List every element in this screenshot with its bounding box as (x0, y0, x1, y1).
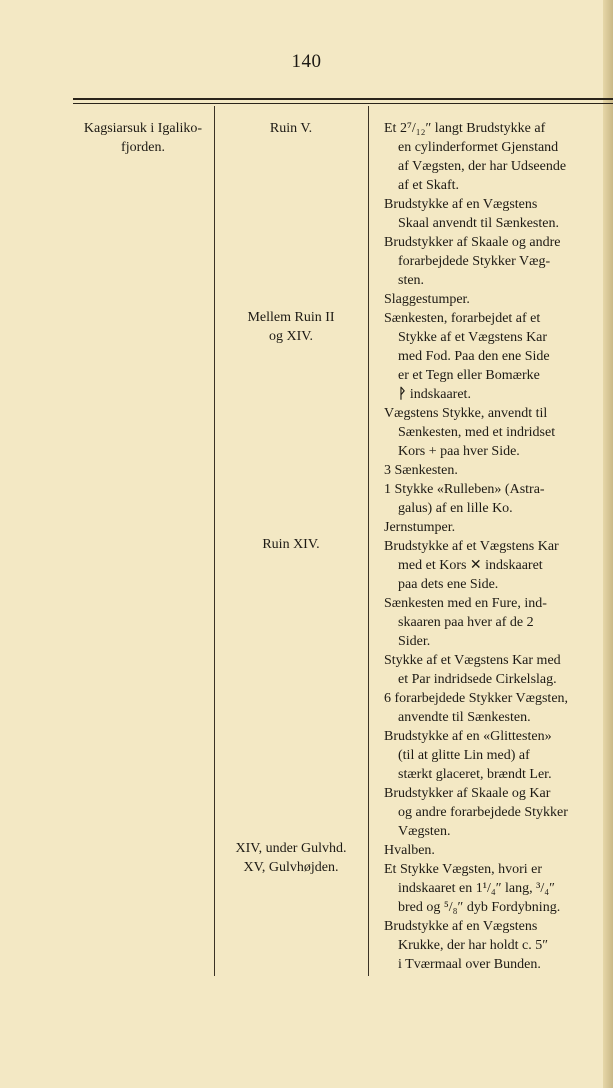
description-entry (384, 195, 587, 233)
ruin-cell (215, 119, 367, 138)
description-line: en cylinderformet Gjenstand (398, 140, 559, 155)
ruin-cell (215, 839, 367, 877)
description-line: med Fod. Paa den ene Side (398, 349, 550, 364)
description-entry (384, 461, 587, 480)
description-line: Sænkesten, forarbejdet af et (384, 311, 541, 326)
description-line: skaaren paa hver af de 2 (398, 615, 534, 630)
description-line: sten. (398, 273, 425, 288)
description-entry (384, 594, 587, 651)
ruin-label: Ruin V. (269, 121, 313, 136)
description-entry (384, 727, 587, 784)
description-line: et Par indridsede Cirkelslag. (398, 672, 557, 687)
housemark-symbol-icon: ᚹ (398, 387, 407, 402)
description-line: Brudstykke af en Vægstens (384, 919, 538, 934)
description-line: stærkt glaceret, brændt Ler. (398, 767, 552, 782)
description-line: (til at glitte Lin med) af (398, 748, 530, 763)
description-line: bred og ⁵/₈″ dyb Fordybning. (398, 900, 561, 915)
description-line: indskaaret en 1¹/₄″ lang, ³/₄″ (398, 881, 555, 896)
description-entry (384, 480, 587, 518)
description-line: Brudstykker af Skaale og Kar (384, 786, 551, 801)
description-line: Sænkesten, med et indridset (398, 425, 556, 440)
description-entry (384, 917, 587, 974)
description-line: Brudstykker af Skaale og andre (384, 235, 561, 250)
description-text: indskaaret. (409, 387, 471, 402)
description-line: Et Stykke Vægsten, hvori er (384, 862, 543, 877)
description-line: forarbejdede Stykker Væg- (398, 254, 551, 269)
ruin-label: Mellem Ruin II (247, 310, 335, 325)
description-entry (384, 651, 587, 689)
table-top-rule (73, 98, 613, 100)
description-line: Jernstumper. (384, 520, 456, 535)
description-line: Skaal anvendt til Sænkesten. (398, 216, 559, 231)
description-line: af et Skaft. (398, 178, 460, 193)
description-entry (384, 119, 587, 195)
description-line: Stykke af et Vægstens Kar med (384, 653, 561, 668)
description-entry (384, 309, 587, 404)
ruin-label: XV, Gulvhøjden. (243, 860, 339, 875)
location-line: Kagsiarsuk i Igaliko- (83, 121, 203, 136)
ruin-label: XIV, under Gulvhd. (235, 841, 347, 856)
description-line: paa dets ene Side. (398, 577, 499, 592)
description-line: af Vægsten, der har Udseende (398, 159, 567, 174)
ruin-cell (215, 308, 367, 346)
description-entry (384, 860, 587, 917)
ruin-label: Ruin XIV. (262, 537, 320, 552)
description-line: Krukke, der har holdt c. 5″ (398, 938, 549, 953)
description-line: er et Tegn eller Bomærke (398, 368, 540, 383)
table-top-rule-thin (73, 103, 613, 104)
description-entry (384, 290, 587, 309)
description-line: galus) af en lille Ko. (398, 501, 513, 516)
description-line: Slaggestumper. (384, 292, 470, 307)
description-line: Vægstens Stykke, anvendt til (384, 406, 548, 421)
ruin-label: og XIV. (268, 329, 314, 344)
description-line: Brudstykke af et Vægstens Kar (384, 539, 559, 554)
ruin-cell (215, 535, 367, 554)
description-line: i Tværmaal over Bunden. (398, 957, 541, 972)
description-line: Vægsten. (398, 824, 451, 839)
description-line: Brudstykke af en Vægstens (384, 197, 538, 212)
description-line: Stykke af et Vægstens Kar (398, 330, 548, 345)
description-entry (384, 404, 587, 461)
description-line: Sider. (398, 634, 431, 649)
description-line: 6 forarbejdede Stykker Vægsten, (384, 691, 569, 706)
description-line: 1 Stykke «Rulleben» (Astra- (384, 482, 545, 497)
description-entry (384, 841, 587, 860)
location-line: fjorden. (121, 140, 165, 155)
description-entry (384, 537, 587, 594)
description-line: Brudstykke af en «Glittesten» (384, 729, 552, 744)
description-line: Hvalben. (384, 843, 435, 858)
description-line: Et 2⁷/₁₂″ langt Brudstykke af (384, 121, 546, 136)
description-entry (384, 784, 587, 841)
description-entry (384, 233, 587, 290)
description-line: Kors + paa hver Side. (398, 444, 520, 459)
description-entry (384, 689, 587, 727)
description-column (384, 119, 587, 974)
description-line: anvendte til Sænkesten. (398, 710, 531, 725)
page-edge-shadow (603, 0, 613, 1088)
description-line (384, 385, 587, 404)
description-line: Sænkesten med en Fure, ind- (384, 596, 547, 611)
location-cell (73, 119, 213, 157)
column-divider-2 (368, 106, 369, 976)
description-line: 3 Sænkesten. (384, 463, 458, 478)
description-line: og andre forarbejdede Stykker (398, 805, 568, 820)
page-number: 140 (291, 51, 322, 72)
description-entry (384, 518, 587, 537)
description-line: med et Kors ✕ indskaaret (398, 558, 543, 573)
